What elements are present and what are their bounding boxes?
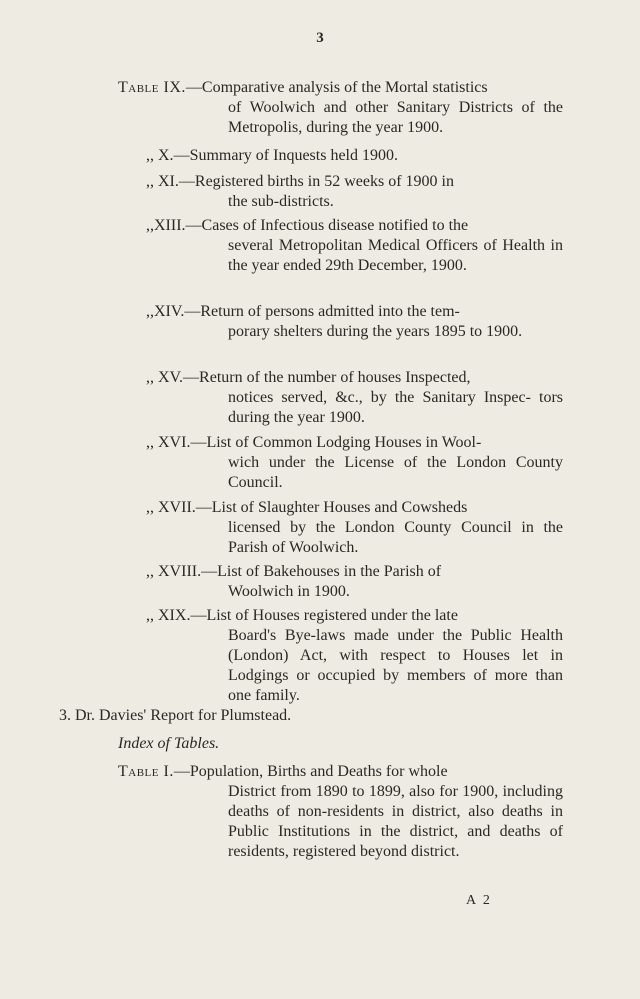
table-description-first: —Registered births in 52 weeks of 1900 in [178, 173, 454, 190]
table-description-rest: the sub-districts. [228, 193, 334, 210]
table-label: ,, XVIII. [146, 563, 202, 580]
table-description-rest: wich under the License of the London County Council. [228, 454, 563, 491]
table-entry-xix [118, 606, 563, 706]
table-label: ,, XI. [146, 173, 179, 190]
table-description-rest: Board's Bye-laws made under the Public Health (London) Act, with respect to Houses let in Lodgings or occupied by members of more than one family. [228, 627, 563, 704]
table-entry-i [118, 762, 563, 862]
index-heading: Index of Tables. [118, 735, 220, 752]
table-description-rest: licensed by the London County Council in the Parish of Woolwich. [228, 519, 563, 556]
table-description-first: —List of Slaughter Houses and Cowsheds [195, 499, 468, 516]
table-entry-xvi [118, 433, 563, 493]
table-description-rest: porary shelters during the years 1895 to 1900. [228, 323, 523, 340]
table-entry-ix [118, 78, 563, 138]
section-heading: 3. Dr. Davies' Report for Plumstead. [59, 707, 292, 724]
table-entry-xvii [118, 498, 563, 558]
table-description-first: —Comparative analysis of the Mortal statistics [185, 79, 488, 96]
table-entry-xi [118, 172, 563, 212]
table-description-first: —Return of persons admitted into the tem- [184, 303, 460, 320]
table-description-first: —Population, Births and Deaths for whole [173, 763, 448, 780]
table-label: ,, X. [146, 147, 174, 164]
table-description-first: —Summary of Inquests held 1900. [173, 147, 398, 164]
table-entry-xviii [118, 562, 563, 602]
table-description-rest: notices served, &c., by the Sanitary Inspec- tors during the year 1900. [228, 389, 563, 426]
table-label: ,, XVII. [146, 499, 196, 516]
table-label: ,, XV. [146, 369, 184, 386]
table-description-rest: of Woolwich and other Sanitary Districts of the Metropolis, during the year 1900. [228, 99, 563, 136]
table-label: ,, XVI. [146, 434, 191, 451]
table-entry-xiii [118, 216, 563, 276]
table-description-rest: several Metropolitan Medical Officers of Health in the year ended 29th December, 1900. [228, 237, 563, 274]
signature-mark: A 2 [466, 893, 492, 908]
table-entry-xiv [118, 302, 563, 342]
table-entry-x [118, 146, 563, 166]
table-label: Table IX. [118, 79, 186, 96]
table-description-rest: District from 1890 to 1899, also for 1900, including deaths of non-residents in district, also deaths in Public Institutions in the district, and deaths of residents, registered beyond district. [228, 783, 563, 860]
table-label: Table I. [118, 763, 174, 780]
table-entry-xv [118, 368, 563, 428]
table-description-first: —Return of the number of houses Inspected, [183, 369, 471, 386]
table-label: ,,XIII. [146, 217, 186, 234]
table-description-first: —List of Common Lodging Houses in Wool- [190, 434, 482, 451]
table-label: ,, XIX. [146, 607, 191, 624]
table-label: ,,XIV. [146, 303, 185, 320]
table-description-first: —List of Bakehouses in the Parish of [201, 563, 442, 580]
table-description-first: —Cases of Infectious disease notified to the [185, 217, 469, 234]
page-number: 3 [316, 30, 324, 46]
table-description-first: —List of Houses registered under the late [190, 607, 458, 624]
table-description-rest: Woolwich in 1900. [228, 583, 350, 600]
